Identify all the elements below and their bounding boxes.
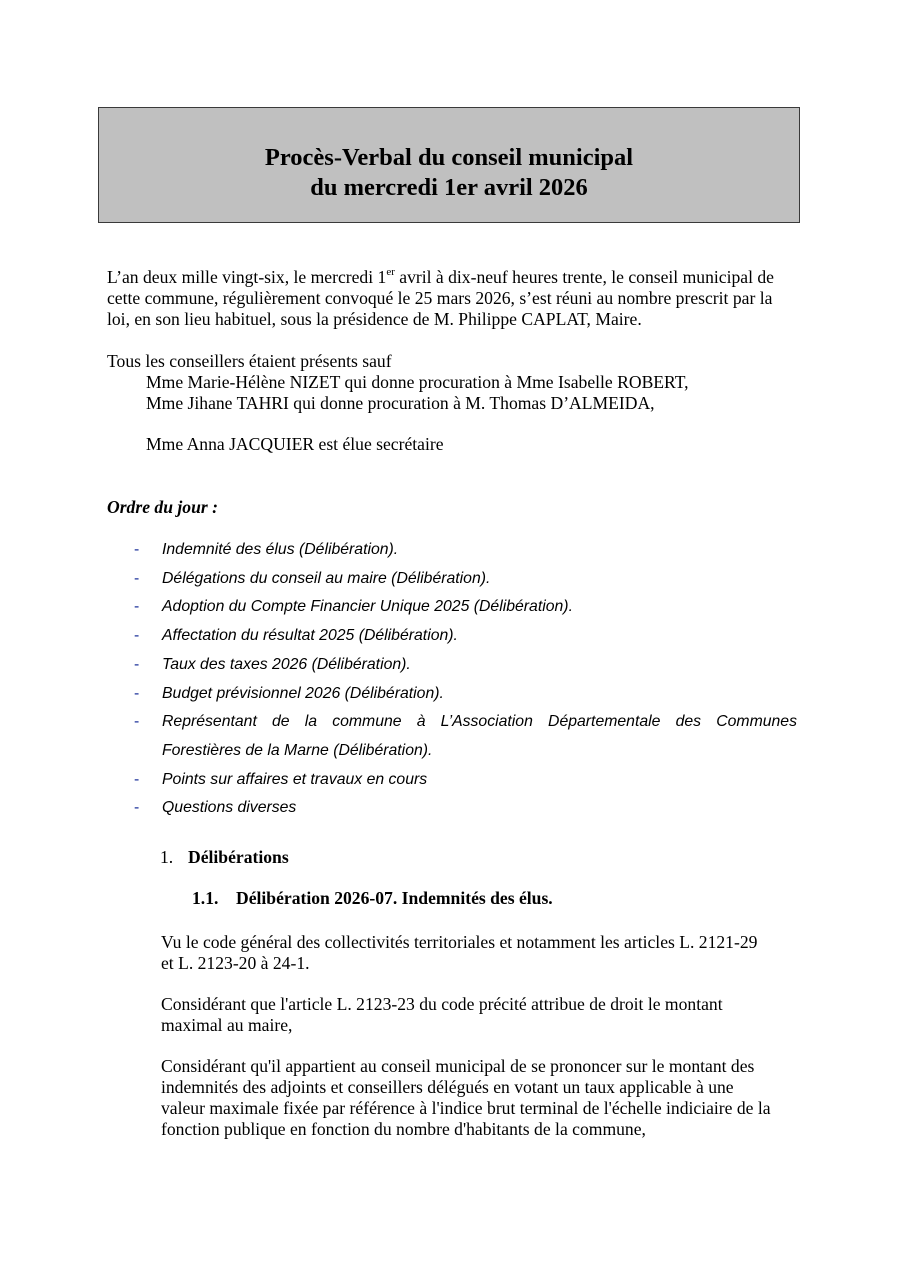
agenda-item: - Représentant de la commune à L’Association Départementale des Communes Forestières de la Marne (Délibération).: [107, 708, 797, 765]
section-number: 1.: [160, 847, 174, 867]
intro-line-3: loi, en son lieu habituel, sous la présidence de M. Philippe CAPLAT, Maire.: [107, 309, 642, 329]
title-box: [98, 107, 800, 223]
ordinal-superscript: er: [386, 266, 395, 279]
bullet-dash: -: [134, 598, 140, 616]
document-title-line-2: du mercredi 1er avril 2026: [310, 174, 588, 201]
agenda-list: [107, 536, 797, 823]
agenda-item: - Taux des taxes 2026 (Délibération).: [107, 651, 797, 680]
section-heading-1-1: [192, 887, 553, 909]
body-p3-line-2: indemnités des adjoints et conseillers délégués en votant un taux applicable à une: [161, 1077, 734, 1097]
document-title-line-1: Procès-Verbal du conseil municipal: [264, 144, 634, 171]
bullet-dash: -: [134, 770, 140, 788]
bullet-dash: -: [134, 655, 140, 673]
bullet-dash: -: [134, 799, 140, 817]
body-p2-line-2: maximal au maire,: [161, 1015, 293, 1035]
intro-line-1: L’an deux mille vingt-six, le mercredi 1er avril à dix-neuf heures trente, le conseil municipal de: [107, 266, 774, 287]
agenda-heading: Ordre du jour :: [107, 497, 218, 517]
body-p3-line-1: Considérant qu'il appartient au conseil municipal de se prononcer sur le montant des: [161, 1056, 755, 1076]
agenda-item: - Indemnité des élus (Délibération).: [107, 536, 797, 565]
bullet-dash: -: [134, 713, 140, 731]
agenda-item: - Questions diverses: [107, 794, 797, 823]
secretary-line: Mme Anna JACQUIER est élue secrétaire: [146, 434, 444, 454]
proxy-1: Mme Marie-Hélène NIZET qui donne procuration à Mme Isabelle ROBERT,: [146, 372, 689, 392]
section-heading-1: [160, 846, 289, 868]
body-p2-line-1: Considérant que l'article L. 2123-23 du code précité attribue de droit le montant: [161, 994, 723, 1014]
body-p1-line-2: et L. 2123-20 à 24-1.: [161, 953, 310, 973]
agenda-item: - Délégations du conseil au maire (Délibération).: [107, 565, 797, 594]
agenda-item: - Adoption du Compte Financier Unique 2025 (Délibération).: [107, 593, 797, 622]
agenda-item: - Affectation du résultat 2025 (Délibération).: [107, 622, 797, 651]
section-label: Délibérations: [188, 847, 289, 867]
subsection-label: Délibération 2026-07. Indemnités des élus.: [236, 888, 553, 908]
body-p3-line-3: valeur maximale fixée par référence à l'indice brut terminal de l'échelle indiciaire de la: [161, 1098, 771, 1118]
agenda-item: - Budget prévisionnel 2026 (Délibération).: [107, 680, 797, 709]
bullet-dash: -: [134, 627, 140, 645]
proxy-2: Mme Jihane TAHRI qui donne procuration à M. Thomas D’ALMEIDA,: [146, 393, 655, 413]
bullet-dash: -: [134, 569, 140, 587]
intro-line-2: cette commune, régulièrement convoqué le 25 mars 2026, s’est réuni au nombre prescrit par la: [107, 288, 773, 308]
attendance-line: Tous les conseillers étaient présents sauf: [107, 351, 392, 371]
subsection-number: 1.1.: [192, 888, 219, 908]
bullet-dash: -: [134, 541, 140, 558]
body-p3-line-4: fonction publique en fonction du nombre d'habitants de la commune,: [161, 1119, 646, 1139]
bullet-dash: -: [134, 684, 140, 702]
body-p1-line-1: Vu le code général des collectivités territoriales et notamment les articles L. 2121-29: [161, 932, 758, 952]
agenda-item: - Points sur affaires et travaux en cours: [107, 766, 797, 795]
